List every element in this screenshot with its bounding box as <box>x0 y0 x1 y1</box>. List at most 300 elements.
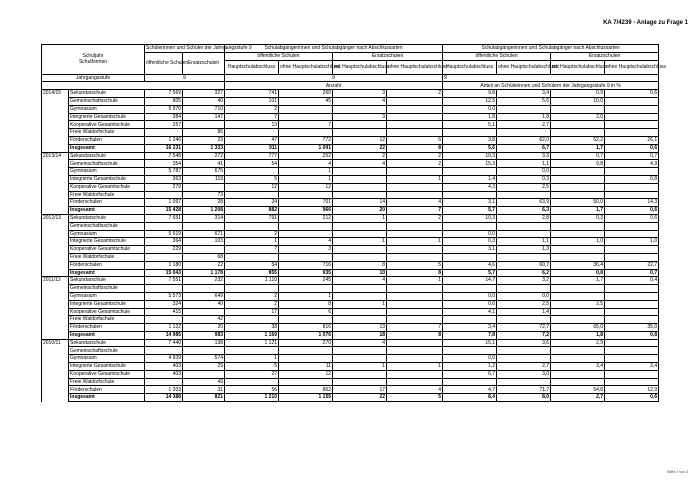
row-value: 41 <box>183 160 225 168</box>
row-value: 232 <box>183 277 225 285</box>
row-schulform: Kooperative Gesamtschule <box>69 370 145 378</box>
row-value: 1 <box>279 292 333 300</box>
row-value <box>387 113 443 121</box>
header-ersatzschulen: Ersatzschulen <box>183 52 225 74</box>
table-row <box>42 129 659 137</box>
row-value: 4 <box>279 160 333 168</box>
row-value: 0,6 <box>605 90 659 98</box>
row-value: 649 <box>183 292 225 300</box>
row-value <box>279 347 333 355</box>
table-row <box>42 222 659 230</box>
row-value: 54 <box>225 261 279 269</box>
row-value: 1,3 <box>497 246 551 254</box>
row-value: 1 <box>333 214 387 222</box>
row-year <box>42 183 69 191</box>
row-value <box>551 222 605 230</box>
row-year <box>42 199 69 207</box>
row-value: 6 <box>279 308 333 316</box>
row-value: 23 <box>183 136 225 144</box>
table-row <box>42 246 659 254</box>
row-year <box>42 168 69 176</box>
row-value <box>605 253 659 261</box>
row-value <box>183 246 225 254</box>
row-value <box>333 253 387 261</box>
row-value: 2 <box>333 152 387 160</box>
row-value <box>387 316 443 324</box>
row-value: 741 <box>225 90 279 98</box>
row-value: 10,3 <box>443 152 497 160</box>
row-value: 1 091 <box>279 144 333 152</box>
row-value: 1,8 <box>497 113 551 121</box>
row-value <box>443 347 497 355</box>
row-value: 8 <box>279 300 333 308</box>
row-schulform: Freie Waldorfschule <box>69 378 145 386</box>
row-schulform: Förderschulen <box>69 386 145 394</box>
row-value: 777 <box>225 152 279 160</box>
row-value <box>333 230 387 238</box>
row-year <box>42 136 69 144</box>
row-value: 1 208 <box>183 207 225 215</box>
row-value: 2 <box>225 105 279 113</box>
table-row <box>42 152 659 160</box>
row-value: 28 <box>183 199 225 207</box>
row-value <box>183 183 225 191</box>
row-value <box>497 105 551 113</box>
row-year <box>42 144 69 152</box>
row-value: 4 <box>333 339 387 347</box>
row-value: 4 <box>333 277 387 285</box>
row-value: 7 <box>225 113 279 121</box>
row-value: 6 <box>387 136 443 144</box>
row-value: 4 <box>333 160 387 168</box>
row-value: 5,6 <box>443 144 497 152</box>
header-mit-hsa-2: mit Hauptschulabschluss <box>551 60 605 74</box>
row-value <box>183 308 225 316</box>
row-value: 6,3 <box>497 207 551 215</box>
row-value <box>387 129 443 137</box>
row-schulform: Insgesamt <box>69 394 145 402</box>
row-value <box>333 183 387 191</box>
row-schulform: Freie Waldorfschule <box>69 191 145 199</box>
row-value <box>279 222 333 230</box>
row-value: 671 <box>183 230 225 238</box>
row-year <box>42 253 69 261</box>
row-value: 40 <box>183 300 225 308</box>
row-value: 4 939 <box>145 355 183 363</box>
row-value: 14 985 <box>145 331 183 339</box>
row-value: 2 <box>225 230 279 238</box>
row-schulform: Förderschulen <box>69 199 145 207</box>
row-value <box>551 370 605 378</box>
row-value: 0,4 <box>605 277 659 285</box>
row-year <box>42 269 69 277</box>
row-value: 14,3 <box>605 199 659 207</box>
row-value: 31 <box>183 386 225 394</box>
row-value <box>605 292 659 300</box>
table-row <box>42 261 659 269</box>
row-value: 0,3 <box>443 238 497 246</box>
row-value <box>605 339 659 347</box>
row-value: 0,8 <box>605 331 659 339</box>
row-value <box>551 183 605 191</box>
row-value: 72,7 <box>497 324 551 332</box>
row-value: 855 <box>225 269 279 277</box>
row-value: 12,9 <box>605 386 659 394</box>
row-schulform: Integrierte Gesamtschule <box>69 238 145 246</box>
table-row <box>42 136 659 144</box>
row-value: 17 <box>225 308 279 316</box>
row-value: 20 <box>183 324 225 332</box>
row-schulform: Sekundarschule <box>69 90 145 98</box>
row-schulform: Integrierte Gesamtschule <box>69 363 145 371</box>
row-value <box>333 129 387 137</box>
row-value: 8 <box>387 269 443 277</box>
row-schulform: Gemeinschaftsschule <box>69 160 145 168</box>
table-row <box>42 160 659 168</box>
row-value: 10 <box>333 269 387 277</box>
table-row <box>42 191 659 199</box>
row-value <box>605 285 659 293</box>
row-value: 11 <box>279 363 333 371</box>
table-row <box>42 378 659 386</box>
row-value <box>443 316 497 324</box>
row-value: 384 <box>145 113 183 121</box>
row-value: 1,0 <box>605 238 659 246</box>
row-value <box>225 168 279 176</box>
row-value: 2,9 <box>551 339 605 347</box>
row-value <box>145 129 183 137</box>
row-value: 882 <box>225 207 279 215</box>
row-value <box>551 347 605 355</box>
row-value <box>497 347 551 355</box>
row-year <box>42 285 69 293</box>
row-value: 12,5 <box>443 97 497 105</box>
row-value <box>551 230 605 238</box>
row-schulform: Gymnasium <box>69 168 145 176</box>
row-value: 0,0 <box>497 168 551 176</box>
row-value: 71,7 <box>497 386 551 394</box>
row-schulform: Kooperative Gesamtschule <box>69 308 145 316</box>
row-value: 212 <box>279 214 333 222</box>
row-value: 403 <box>145 370 183 378</box>
row-value: 675 <box>183 168 225 176</box>
row-value: 0,3 <box>497 175 551 183</box>
row-value: 229 <box>145 246 183 254</box>
row-value: 86 <box>183 129 225 137</box>
row-value <box>333 355 387 363</box>
row-value: 13 <box>225 121 279 129</box>
row-value: 0,6 <box>605 144 659 152</box>
row-value: 7 548 <box>145 152 183 160</box>
table-row <box>42 300 659 308</box>
table-row <box>42 363 659 371</box>
table-row <box>42 308 659 316</box>
row-value: 0,7 <box>605 269 659 277</box>
row-year <box>42 230 69 238</box>
row-value: 15 428 <box>145 207 183 215</box>
row-value: 1 <box>225 238 279 246</box>
row-schulform: Kooperative Gesamtschule <box>69 246 145 254</box>
row-value: 0,0 <box>443 105 497 113</box>
row-value <box>497 285 551 293</box>
row-value: 5 <box>387 394 443 402</box>
row-value: 935 <box>279 269 333 277</box>
row-value <box>605 191 659 199</box>
row-value: 1 <box>225 355 279 363</box>
row-value: 8,4 <box>443 394 497 402</box>
row-value: 0,6 <box>605 394 659 402</box>
row-value <box>387 121 443 129</box>
row-value <box>551 191 605 199</box>
row-value: 862 <box>279 386 333 394</box>
row-value: 27 <box>225 370 279 378</box>
row-value <box>333 370 387 378</box>
row-value: 4,3 <box>443 183 497 191</box>
header-hsa-1: Hauptschulabschluss <box>225 60 279 74</box>
row-year <box>42 129 69 137</box>
row-value: 403 <box>145 363 183 371</box>
row-value: 772 <box>279 136 333 144</box>
row-year <box>42 222 69 230</box>
row-value <box>145 285 183 293</box>
row-value: 15,3 <box>443 160 497 168</box>
row-value: 0,0 <box>497 292 551 300</box>
row-value <box>497 355 551 363</box>
row-value: 56 <box>225 386 279 394</box>
row-value: 6,7 <box>497 144 551 152</box>
row-value: 574 <box>183 355 225 363</box>
row-year: 2014/15 <box>42 90 69 98</box>
row-value: 13 <box>333 324 387 332</box>
row-year <box>42 394 69 402</box>
header-ersatzschulen-share: Ersatzschulen <box>551 52 659 60</box>
row-value <box>225 222 279 230</box>
row-value: 8 <box>333 261 387 269</box>
row-value: 3 <box>333 90 387 98</box>
row-year <box>42 324 69 332</box>
row-year <box>42 386 69 394</box>
row-schulform: Sekundarschule <box>69 152 145 160</box>
row-value: 1 246 <box>145 136 183 144</box>
row-schulform: Gymnasium <box>69 292 145 300</box>
table-row <box>42 370 659 378</box>
row-value: 4 <box>279 238 333 246</box>
row-value: 1,2 <box>443 363 497 371</box>
row-value <box>605 316 659 324</box>
row-value <box>145 222 183 230</box>
row-value: 5 787 <box>145 168 183 176</box>
row-value: 805 <box>145 97 183 105</box>
row-value: 1,4 <box>443 175 497 183</box>
row-value: 34 <box>225 199 279 207</box>
row-value: 5,6 <box>497 97 551 105</box>
row-value <box>551 105 605 113</box>
row-value <box>333 316 387 324</box>
row-value <box>225 129 279 137</box>
row-value: 1 169 <box>225 331 279 339</box>
row-value <box>145 378 183 386</box>
row-value: 10,0 <box>551 97 605 105</box>
row-value: 1 121 <box>225 339 279 347</box>
row-value: 4,7 <box>443 386 497 394</box>
row-year <box>42 363 69 371</box>
row-value <box>387 378 443 386</box>
row-value: 324 <box>145 300 183 308</box>
row-value: 20 <box>333 207 387 215</box>
row-value: 5 573 <box>145 292 183 300</box>
row-value: 2 <box>387 90 443 98</box>
row-schulform: Kooperative Gesamtschule <box>69 121 145 129</box>
row-value: 73 <box>183 191 225 199</box>
row-value <box>443 253 497 261</box>
row-value: 364 <box>145 238 183 246</box>
row-value: 138 <box>183 339 225 347</box>
row-value: 12 <box>279 183 333 191</box>
row-value: 5 <box>225 175 279 183</box>
row-value: 7 651 <box>145 214 183 222</box>
data-table <box>41 44 666 402</box>
row-year <box>42 121 69 129</box>
row-value <box>497 129 551 137</box>
row-value: 15 043 <box>145 269 183 277</box>
row-value <box>183 347 225 355</box>
row-value <box>387 246 443 254</box>
row-year: 2013/14 <box>42 152 69 160</box>
row-value: 52,2 <box>551 136 605 144</box>
row-value <box>145 253 183 261</box>
row-value: 279 <box>145 183 183 191</box>
row-value: 1 <box>333 238 387 246</box>
row-value: 54,8 <box>551 386 605 394</box>
row-value: 1,1 <box>497 160 551 168</box>
header-stufe-count: 9 <box>225 74 443 82</box>
row-schulform: Gymnasium <box>69 105 145 113</box>
row-value: 6,2 <box>497 269 551 277</box>
row-value: 2,0 <box>551 113 605 121</box>
row-value: 2,7 <box>497 363 551 371</box>
row-value <box>605 347 659 355</box>
table-row <box>42 90 659 98</box>
row-value <box>605 230 659 238</box>
row-value: 5 619 <box>145 230 183 238</box>
row-value: 101 <box>225 97 279 105</box>
row-value <box>387 300 443 308</box>
row-value: 3,3 <box>497 152 551 160</box>
row-year <box>42 316 69 324</box>
row-value: 1 <box>387 277 443 285</box>
row-value: 7,8 <box>443 331 497 339</box>
row-value <box>279 105 333 113</box>
row-value <box>333 246 387 254</box>
header-schuljahr: Schuljahr <box>82 52 104 59</box>
row-value <box>333 378 387 386</box>
row-year <box>42 191 69 199</box>
row-value: 2,8 <box>497 214 551 222</box>
row-value: 7,2 <box>497 331 551 339</box>
row-value: 821 <box>183 394 225 402</box>
row-value: 245 <box>279 277 333 285</box>
row-value: 3,1 <box>443 199 497 207</box>
row-value: 22,7 <box>605 261 659 269</box>
row-value: 1 <box>387 238 443 246</box>
header-anzahl: Anzahl <box>225 82 443 90</box>
row-value <box>443 285 497 293</box>
row-value: 816 <box>279 324 333 332</box>
row-year <box>42 378 69 386</box>
row-year <box>42 246 69 254</box>
row-value: 1 333 <box>183 144 225 152</box>
row-value <box>605 97 659 105</box>
table-row <box>42 277 659 285</box>
row-value: 16 231 <box>145 144 183 152</box>
row-value: 8 <box>387 331 443 339</box>
row-value: 1 076 <box>279 331 333 339</box>
row-value: 7 <box>387 324 443 332</box>
row-value <box>225 378 279 386</box>
row-value: 1,1 <box>497 238 551 246</box>
row-value: 7 551 <box>145 277 183 285</box>
row-value: 50,0 <box>551 199 605 207</box>
row-value <box>387 168 443 176</box>
row-value <box>551 378 605 386</box>
row-value: 7 440 <box>145 339 183 347</box>
row-value <box>279 378 333 386</box>
row-schulform: Sekundarschule <box>69 277 145 285</box>
row-value <box>145 347 183 355</box>
row-year: 2011/12 <box>42 277 69 285</box>
row-year <box>42 175 69 183</box>
row-value: 45 <box>279 97 333 105</box>
row-value <box>497 222 551 230</box>
table-row <box>42 253 659 261</box>
row-value: 1 097 <box>145 199 183 207</box>
row-value: 716 <box>279 261 333 269</box>
header-group-leavers-share: Schulabgängerinnen und Schulabgänger nach Abschlussarten <box>443 45 659 53</box>
row-schulform: Freie Waldorfschule <box>69 253 145 261</box>
row-value: 5 970 <box>145 105 183 113</box>
header-ohne-hsa-2: ohne Hauptschulabschluss <box>387 60 443 74</box>
row-schulform: Gemeinschaftsschule <box>69 285 145 293</box>
row-value: 4 <box>387 199 443 207</box>
row-year: 2010/11 <box>42 339 69 347</box>
row-schulform: Integrierte Gesamtschule <box>69 300 145 308</box>
row-value: 49 <box>183 378 225 386</box>
row-value <box>387 191 443 199</box>
row-value: 3,8 <box>443 136 497 144</box>
row-schulform: Förderschulen <box>69 136 145 144</box>
row-value: 17 <box>333 386 387 394</box>
table-row <box>42 207 659 215</box>
row-value: 60,7 <box>497 261 551 269</box>
row-year <box>42 113 69 121</box>
row-value <box>387 97 443 105</box>
row-value <box>605 113 659 121</box>
row-value: 42 <box>183 316 225 324</box>
row-value <box>333 168 387 176</box>
row-value: 14,7 <box>443 277 497 285</box>
table-row <box>42 230 659 238</box>
row-value <box>183 121 225 129</box>
table-row <box>42 347 659 355</box>
row-value: 22 <box>183 261 225 269</box>
row-value: 2 <box>225 292 279 300</box>
header-group-students: Schülerinnen und Schüler der Jahrgangsstufe 9 <box>146 45 252 52</box>
row-value: 7 <box>279 121 333 129</box>
row-value <box>443 168 497 176</box>
row-year <box>42 261 69 269</box>
row-value <box>333 175 387 183</box>
row-value <box>387 222 443 230</box>
